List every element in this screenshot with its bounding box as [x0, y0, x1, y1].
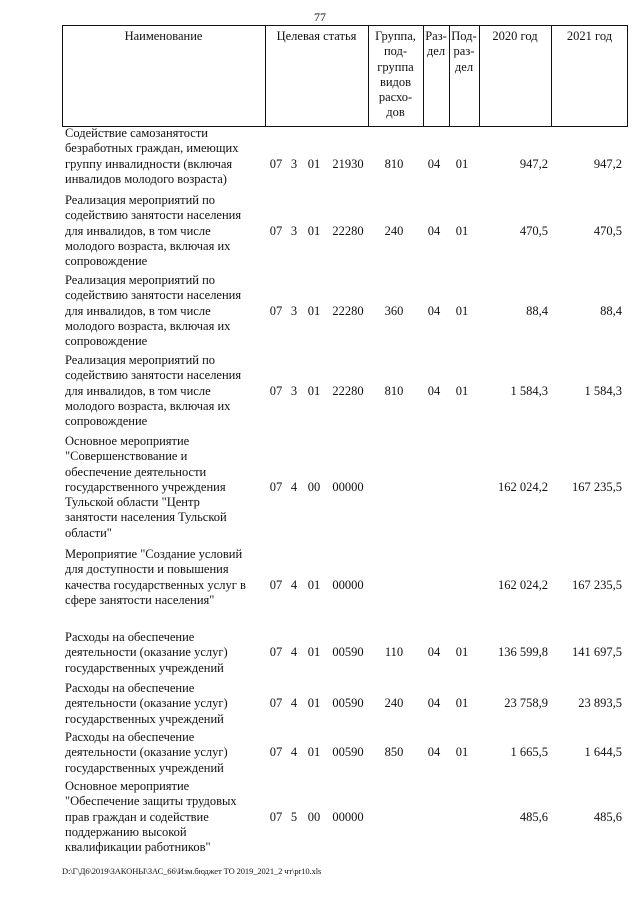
row-name-line: сопровождение	[65, 334, 148, 349]
cell-program: 07	[269, 223, 283, 238]
row-name-line: "Обеспечение защиты трудовых	[65, 794, 237, 809]
cell-2021: 1 584,3	[584, 383, 622, 398]
row-name-line: поддержанию высокой	[65, 824, 187, 839]
row-name-line: Расходы на обеспечение	[65, 630, 195, 644]
header-name: Наименование	[124, 29, 203, 43]
row-name-line: для инвалидов, в том числе	[65, 223, 211, 238]
row-name-line: государственного учреждения	[65, 479, 226, 494]
header-subsection	[449, 29, 479, 75]
cell-section: 04	[427, 223, 441, 238]
cell-group: 360	[384, 303, 404, 318]
row-name-line: молодого возраста, включая их	[65, 238, 231, 253]
cell-activity: 01	[307, 223, 321, 238]
cell-activity: 01	[307, 303, 321, 318]
row-name-line: прав граждан и содействие	[65, 809, 209, 824]
row-name-line: Реализация мероприятий по	[65, 193, 216, 207]
row-name-line: Реализация мероприятий по	[65, 353, 216, 367]
cell-2020: 485,6	[519, 809, 548, 824]
row-name-line: молодого возраста, включая их	[65, 398, 231, 413]
cell-activity: 01	[307, 383, 321, 398]
header-target: Целевая статья	[276, 29, 357, 43]
header-group	[368, 29, 423, 121]
cell-subprogram: 3	[290, 383, 298, 398]
cell-subsection: 01	[455, 303, 469, 318]
row-name-line: государственных учреждений	[65, 660, 224, 675]
header-group-line: расхо-	[378, 90, 413, 105]
header-group-line: дов	[386, 105, 405, 120]
header-group-line: видов	[379, 74, 412, 89]
cell-subprogram: 4	[290, 577, 298, 592]
row-name	[65, 434, 255, 541]
row-name	[65, 353, 255, 429]
cell-group: 240	[384, 696, 404, 711]
row-name-line: Содействие самозанятости	[65, 126, 208, 140]
cell-group: 850	[384, 745, 404, 760]
row-name	[65, 273, 255, 349]
row-name-line: Расходы на обеспечение	[65, 681, 195, 695]
row-name-line: Основное мероприятие	[65, 779, 190, 793]
header-section-line: дел	[426, 44, 446, 59]
row-name-line: квалификации работников"	[65, 840, 211, 855]
row-name-line: Основное мероприятие	[65, 434, 190, 448]
cell-program: 07	[269, 809, 283, 824]
cell-direction: 00000	[332, 809, 364, 824]
row-name-line: молодого возраста, включая их	[65, 318, 231, 333]
row-name-line: Тульской области "Центр	[65, 495, 200, 510]
cell-direction: 21930	[332, 156, 364, 171]
cell-2021: 88,4	[600, 303, 622, 318]
cell-subsection: 01	[455, 696, 469, 711]
header-group-line: Группа,	[375, 29, 416, 43]
header-subsection-line: Под-	[451, 29, 477, 43]
cell-subprogram: 3	[290, 156, 298, 171]
cell-subsection: 01	[455, 156, 469, 171]
cell-program: 07	[269, 696, 283, 711]
row-name-line: деятельности (оказание услуг)	[65, 696, 228, 711]
row-name-line: обеспечение деятельности	[65, 464, 207, 479]
cell-subprogram: 4	[290, 479, 298, 494]
cell-direction: 00590	[332, 645, 364, 660]
cell-section: 04	[427, 645, 441, 660]
cell-subprogram: 4	[290, 745, 298, 760]
row-name-line: государственных учреждений	[65, 760, 224, 775]
row-name-line: деятельности (оказание услуг)	[65, 745, 228, 760]
cell-activity: 01	[307, 156, 321, 171]
cell-group: 810	[384, 383, 404, 398]
cell-activity: 01	[307, 696, 321, 711]
cell-program: 07	[269, 645, 283, 660]
cell-activity: 01	[307, 645, 321, 660]
cell-subsection: 01	[455, 383, 469, 398]
cell-2021: 167 235,5	[572, 577, 622, 592]
row-name-line: содействию занятости населения	[65, 288, 242, 303]
row-name-line: области"	[65, 525, 112, 540]
cell-program: 07	[269, 383, 283, 398]
row-name-line: "Совершенствование и	[65, 449, 188, 464]
row-name-line: Расходы на обеспечение	[65, 730, 195, 744]
header-section	[423, 29, 449, 60]
cell-2021: 485,6	[593, 809, 622, 824]
cell-direction: 22280	[332, 383, 364, 398]
cell-2021: 470,5	[593, 223, 622, 238]
row-name-line: деятельности (оказание услуг)	[65, 645, 228, 660]
row-name	[65, 126, 255, 187]
cell-section: 04	[427, 383, 441, 398]
row-name-line: Реализация мероприятий по	[65, 273, 216, 287]
row-name-line: для доступности и повышения	[65, 562, 229, 577]
cell-2020: 947,2	[519, 156, 548, 171]
cell-2020: 162 024,2	[498, 577, 548, 592]
cell-subsection: 01	[455, 645, 469, 660]
cell-2021: 1 644,5	[584, 745, 622, 760]
header-2021: 2021 год	[566, 29, 613, 43]
cell-2020: 162 024,2	[498, 479, 548, 494]
cell-subprogram: 5	[290, 809, 298, 824]
row-name-line: группу инвалидности (включая	[65, 156, 233, 171]
cell-activity: 00	[307, 809, 321, 824]
cell-program: 07	[269, 577, 283, 592]
page-number: 77	[314, 10, 326, 24]
cell-group: 240	[384, 223, 404, 238]
cell-activity: 00	[307, 479, 321, 494]
row-name-line: для инвалидов, в том числе	[65, 383, 211, 398]
row-name-line: инвалидов молодого возраста)	[65, 171, 227, 186]
cell-subprogram: 4	[290, 696, 298, 711]
row-name-line: сфере занятости населения"	[65, 592, 215, 607]
row-name	[65, 681, 255, 727]
cell-2020: 1 665,5	[510, 745, 548, 760]
cell-section: 04	[427, 156, 441, 171]
row-name	[65, 630, 255, 676]
row-name-line: сопровождение	[65, 254, 148, 269]
row-name-line: занятости населения Тульской	[65, 510, 227, 525]
header-subsection-line: дел	[454, 59, 474, 74]
cell-direction: 00590	[332, 696, 364, 711]
cell-subprogram: 3	[290, 223, 298, 238]
header-2020: 2020 год	[492, 29, 538, 43]
cell-2021: 23 893,5	[578, 696, 622, 711]
row-name-line: Мероприятие "Создание условий	[65, 547, 243, 561]
file-path-footer: D:\Г\Д6\2019\ЗАКОНЫ\ЗАС_66\Изм.бюджет ТО 2019_2021_2 чт\pr10.xls	[62, 866, 322, 876]
row-name-line: содействию занятости населения	[65, 208, 242, 223]
cell-2020: 136 599,8	[498, 645, 548, 660]
cell-direction: 22280	[332, 303, 364, 318]
cell-direction: 22280	[332, 223, 364, 238]
row-name-line: государственных учреждений	[65, 711, 224, 726]
cell-direction: 00590	[332, 745, 364, 760]
row-name-line: сопровождение	[65, 414, 148, 429]
cell-2021: 167 235,5	[572, 479, 622, 494]
header-section-line: Раз-	[425, 29, 447, 43]
row-name	[65, 193, 255, 269]
cell-direction: 00000	[332, 479, 364, 494]
cell-group: 810	[384, 156, 404, 171]
header-group-line: под-	[383, 44, 408, 59]
row-name	[65, 779, 255, 855]
cell-program: 07	[269, 479, 283, 494]
row-name	[65, 730, 255, 776]
cell-program: 07	[269, 156, 283, 171]
cell-activity: 01	[307, 577, 321, 592]
cell-subprogram: 4	[290, 645, 298, 660]
cell-section: 04	[427, 696, 441, 711]
cell-section: 04	[427, 303, 441, 318]
cell-activity: 01	[307, 745, 321, 760]
row-name-line: содействию занятости населения	[65, 368, 242, 383]
cell-group: 110	[384, 645, 404, 660]
cell-2020: 470,5	[519, 223, 548, 238]
cell-direction: 00000	[332, 577, 364, 592]
row-name-line: для инвалидов, в том числе	[65, 303, 211, 318]
cell-program: 07	[269, 745, 283, 760]
cell-2020: 1 584,3	[510, 383, 548, 398]
header-group-line: группа	[377, 59, 414, 74]
cell-2020: 23 758,9	[504, 696, 548, 711]
cell-2021: 947,2	[593, 156, 622, 171]
cell-2021: 141 697,5	[572, 645, 622, 660]
cell-subprogram: 3	[290, 303, 298, 318]
cell-subsection: 01	[455, 745, 469, 760]
row-name	[65, 547, 255, 608]
header-subsection-line: раз-	[453, 44, 475, 59]
cell-subsection: 01	[455, 223, 469, 238]
row-name-line: безработных граждан, имеющих	[65, 141, 239, 156]
cell-section: 04	[427, 745, 441, 760]
cell-program: 07	[269, 303, 283, 318]
cell-2020: 88,4	[526, 303, 548, 318]
row-name-line: качества государственных услуг в	[65, 577, 246, 592]
